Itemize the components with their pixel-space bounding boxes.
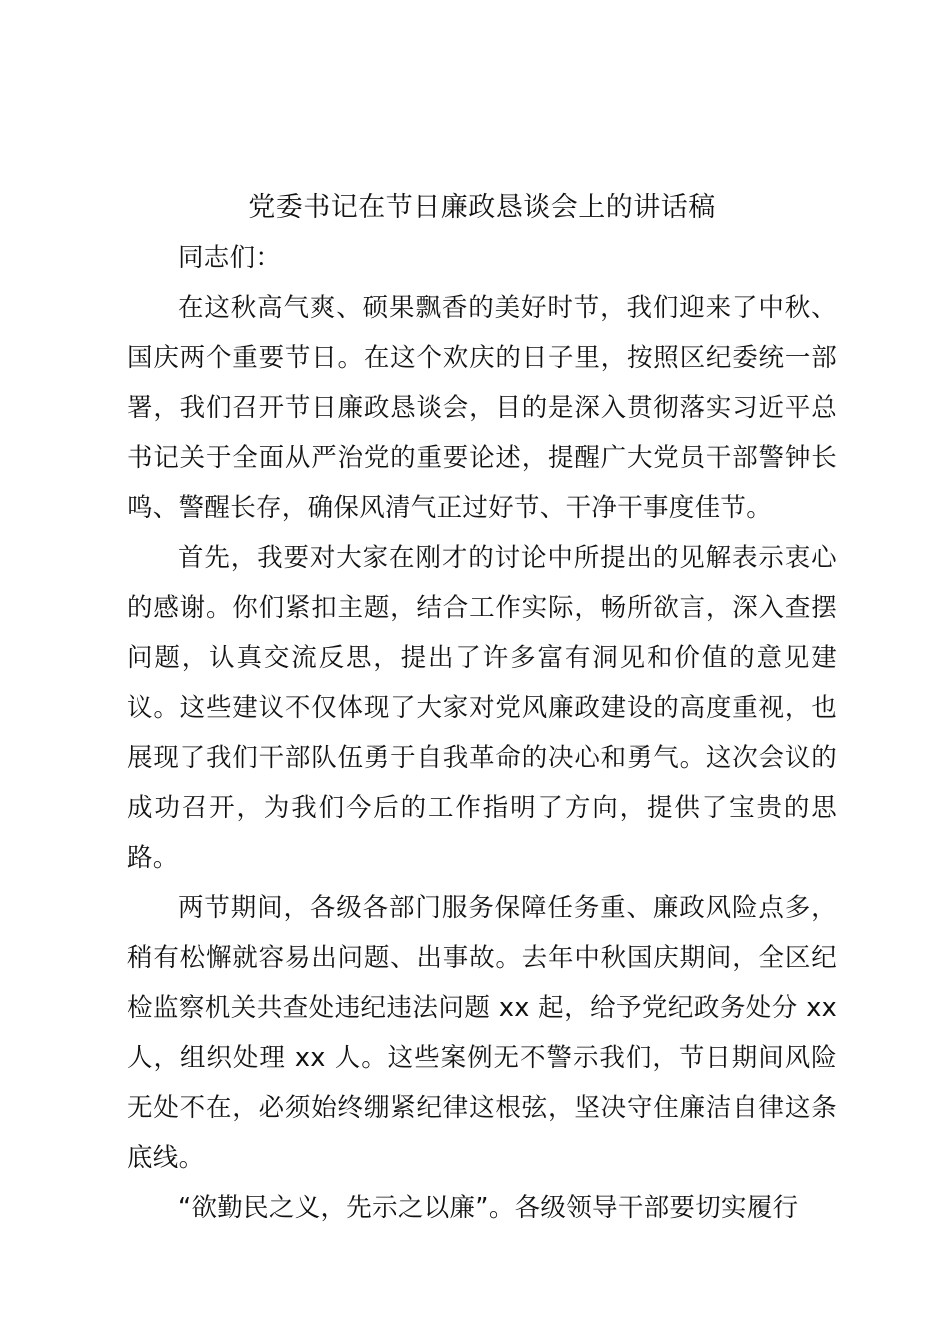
document-body bbox=[127, 183, 837, 1233]
paragraph-thanks: 首先，我要对大家在刚才的讨论中所提出的见解表示衷心的感谢。你们紧扣主题，结合工作实际，畅所欲言，深入查摆问题，认真交流反思，提出了许多富有洞见和价值的意见建议。这些建议不仅体现了大家对党风廉政建设的高度重视，也展现了我们干部队伍勇于自我革命的决心和勇气。这次会议的成功召开，为我们今后的工作指明了方向，提供了宝贵的思路。 bbox=[127, 543, 837, 873]
document-title: 党委书记在节日廉政恳谈会上的讲话稿 bbox=[248, 192, 716, 223]
salutation: 同志们： bbox=[178, 243, 282, 273]
paragraph-leadership: “欲勤民之义，先示之以廉”。各级领导干部要切实履行 bbox=[178, 1193, 799, 1223]
paragraph-risks: 两节期间，各级各部门服务保障任务重、廉政风险点多，稍有松懈就容易出问题、出事故。去年中秋国庆期间，全区纪检监察机关共查处违纪违法问题 xx 起，给予党纪政务处分 xx 人，组织处理 xx 人。这些案例无不警示我们，节日期间风险无处不在，必须始终绷紧纪律这根弦，坚决守住廉洁自律这条底线。 bbox=[127, 893, 837, 1173]
paragraph-intro: 在这秋高气爽、硕果飘香的美好时节，我们迎来了中秋、国庆两个重要节日。在这个欢庆的日子里，按照区纪委统一部署，我们召开节日廉政恳谈会，目的是深入贯彻落实习近平总书记关于全面从严治党的重要论述，提醒广大党员干部警钟长鸣、警醒长存，确保风清气正过好节、干净干事度佳节。 bbox=[127, 293, 837, 523]
